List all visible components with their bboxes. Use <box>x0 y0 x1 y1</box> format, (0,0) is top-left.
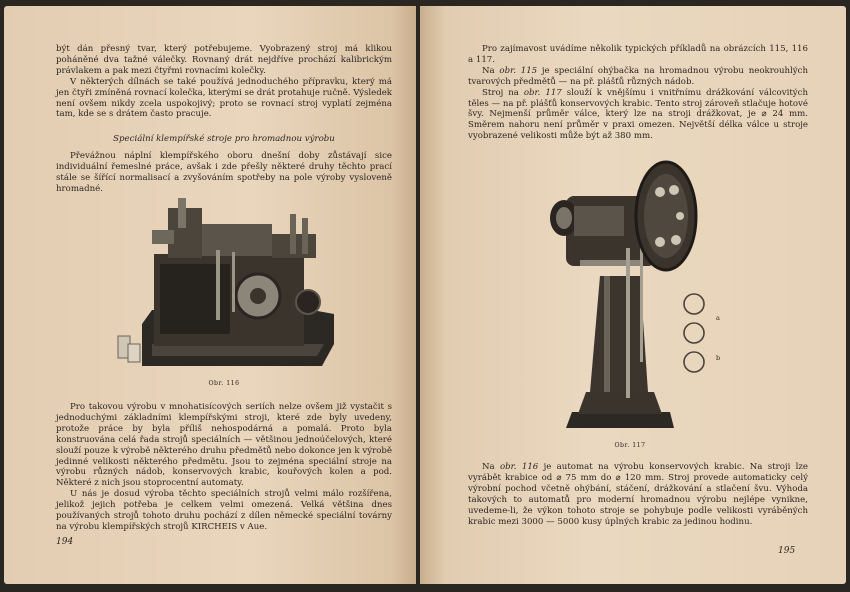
right-page-number: 195 <box>778 546 796 556</box>
left-text-top <box>56 44 392 120</box>
right-paragraph-1: Pro zajímavost uvádíme několik typických příkladů na obrázcích 115, 116 a 117. <box>468 44 808 65</box>
right-text-top <box>468 44 808 142</box>
ref-obr-115: obr. 115 <box>499 65 538 76</box>
right-text-bottom <box>468 462 808 527</box>
left-paragraph-2: V některých dílnách se také používá jednoduchého přípravku, který má jen čtyři zmíněná rovnací kolečka, kterými se drát protahuje ručně. Výsledek není ovšem nikdy zcela uspokojivý; proto se rovnací stroj vyplatí zejména tam, kde se s drátem často pracuje. <box>56 76 392 120</box>
ring-label-b: b <box>716 354 721 362</box>
ref-obr-116: obr. 116 <box>499 462 539 472</box>
right-paragraph-4: Na obr. 116 je automat na výrobu konservových krabic. Na stroji lze vyrábět krabice od ⌀ 75 mm do ⌀ 120 mm. Stroj provede automaticky celý výrobní pochod včetně ohýbání, stáčení, drážkování a stlačení švu. Výhoda takových to automatů pro moderní hromadnou výrobu nejlépe vynikne, uvedeme-li, že výkon tohoto stroje se pohybuje podle velikosti vyráběných krabic mezi 3000 — 5000 kusy úplných krabic za jedinou hodinu. <box>468 462 808 527</box>
ring-samples-image <box>682 292 706 376</box>
left-text-bottom <box>56 402 392 533</box>
ring-label-a: a <box>716 314 720 322</box>
left-page-number: 194 <box>56 537 74 547</box>
left-paragraph-1: být dán přesný tvar, který potřebujeme. Vyobrazený stroj má klikou poháněné dva tažné válečky. Rovnaný drát nejdříve prochází kalibrickým právlakem a pak mezi čtyřmi rovnacími kolečky. <box>56 44 392 76</box>
figure-116-caption: Obr. 116 <box>208 380 240 387</box>
right-paragraph-3: Stroj na obr. 117 slouží k vnějšímu i vnitřnímu drážkování válcovitých těles — na př. plášťů konservových krabic. Tento stroj zároveň stlačuje hotové švy. Nejmenší průměr válce, který lze na stroji drážkovat, je ⌀ 24 mm. Směrem nahoru není průměr v praxi omezen. Největší délka válce u stroje vyobrazené velikosti může být až 380 mm. <box>468 87 808 142</box>
left-paragraph-3: Převážnou náplní klempířského oboru dnešní doby zůstávají sice individuální řemeslné práce, avšak i zde přešly některé druhy těchto prací stále se šířící normalisací a zvyšováním spotřeby na pole výroby vysloveně hromadné. <box>56 151 392 194</box>
figure-116-machine-image <box>112 194 344 376</box>
figure-117-machine-image <box>544 156 704 438</box>
left-paragraph-5: U nás je dosud výroba těchto speciálních strojů velmi málo rozšířena, jelikož jejich potřeba je celkem velmi omezená. Velká většina dnes používaných strojů tohoto druhu pochází z dílen německé speciální továrny na výrobu klempířských strojů KIRCHEIS v Aue. <box>56 489 392 532</box>
left-page <box>4 6 416 584</box>
right-page <box>420 6 846 584</box>
ref-obr-117: obr. 117 <box>523 87 562 98</box>
section-heading: Speciální klempířské stroje pro hromadnou výrobu <box>113 134 335 144</box>
figure-117-caption: Obr. 117 <box>614 442 646 449</box>
right-paragraph-2: Na obr. 115 je speciální ohýbačka na hromadnou výrobu neokrouhlých tvarových předmětů — na př. plášťů různých nádob. <box>468 65 809 87</box>
left-text-middle <box>56 151 392 195</box>
left-paragraph-4: Pro takovou výrobu v mnohatisícových seriích nelze ovšem již vystačit s jednoduchými základními klempířskými stroji, které zde byly uvedeny, protože práce by byla příliš nehospodárná a pomalá. Proto byla konstruována celá řada strojů speciálních — většinou jednoúčelových, které slouží pouze k výrobě některého druhu předmětů nebo dokonce jen k výrobě jedinné velikosti některého předmětu. Jsou to zejména speciální stroje na výrobu různých nádob, konservových krabic, kouřových kolen a pod. Některé z nich jsou stoprocentní automaty. <box>56 402 392 489</box>
